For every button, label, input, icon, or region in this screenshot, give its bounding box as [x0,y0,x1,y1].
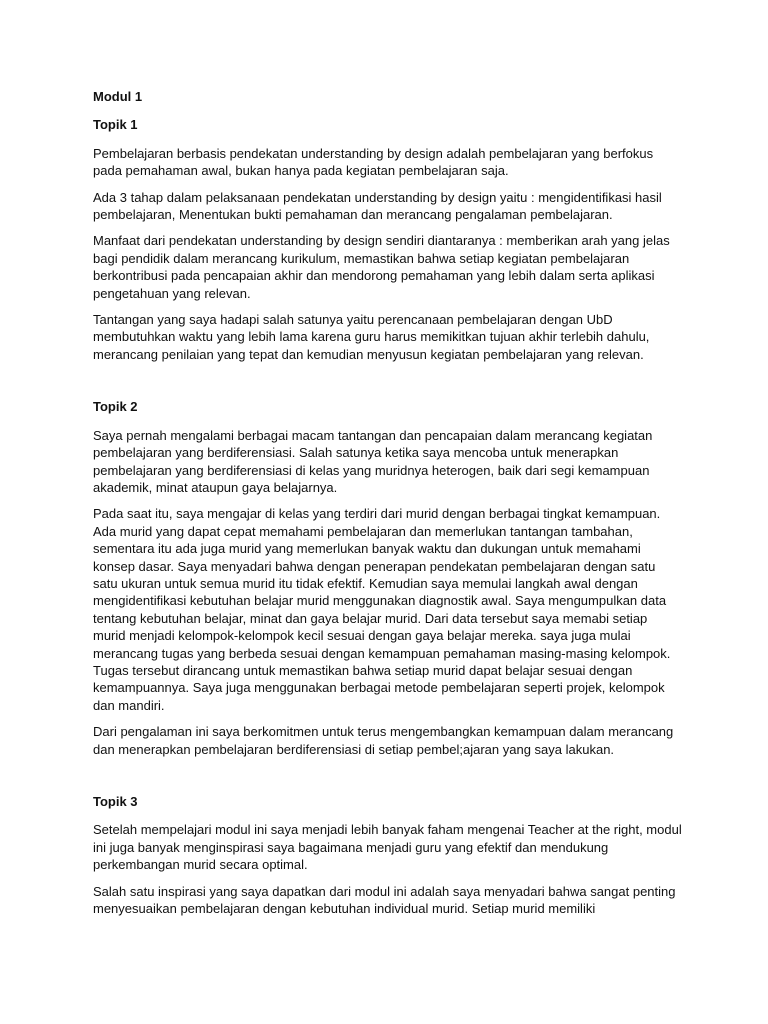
section-title-topik-2: Topik 2 [93,399,138,415]
paragraph: Pada saat itu, saya mengajar di kelas yang terdiri dari murid dengan berbagai tingkat kemampuan. Ada murid yang dapat cepat memahami pembelajaran dan memerlukan tantangan tambahan, sementara itu ada juga murid yang memerlukan banyak waktu dan dukungan untuk memahami konsep dasar. Saya menyadari bahwa dengan penerapan pendekatan pembelajaran dengan satu satu ukuran untuk semua murid itu tidak efektif. Kemudian saya memulai langkah awal dengan mengidentifikasi kebutuhan belajar murid menggunakan diagnostik awal. Saya mengumpulkan data tentang kebutuhan belajar, minat dan gaya belajar murid. Dari data tersebut saya memabi setiap murid menjadi kelompok-kelompok kecil sesuai dengan gaya belajar mereka. saya juga mulai merancang tugas yang berbeda sesuai dengan kemampuan pemahaman masing-masing kelompok. Tugas tersebut dirancang untuk memastikan bahwa setiap murid dapat belajar sesuai dengan kemampuannya. Saya juga menggunakan berbagai metode pembelajaran seperti projek, kelompok dan mandiri. [93,506,671,713]
paragraph: Setelah mempelajari modul ini saya menjadi lebih banyak faham mengenai Teacher at the right, modul ini juga banyak menginspirasi saya bagaimana menjadi guru yang efektif dan mendukung perkembangan murid secara optimal. [93,822,682,873]
section-spacer [93,372,683,398]
paragraph: Saya pernah mengalami berbagai macam tantangan dan pencapaian dalam merancang kegiatan pembelajaran yang berdiferensiasi. Salah satunya ketika saya mencoba untuk menerapkan pembelajaran yang berdiferensiasi di kelas yang muridnya heterogen, baik dari segi kemampuan akademik, minat ataupun gaya belajarnya. [93,427,653,495]
document-page [93,88,683,926]
paragraph: Ada 3 tahap dalam pelaksanaan pendekatan understanding by design yaitu : mengidentifikasi hasil pembelajaran, Menentukan bukti pemahaman dan merancang pengalaman pembelajaran. [93,189,662,223]
section-title-topik-1: Topik 1 [93,117,138,133]
paragraph: Pembelajaran berbasis pendekatan understanding by design adalah pembelajaran yang berfokus pada pemahaman awal, bukan hanya pada kegiatan pembelajaran saja. [93,145,654,179]
section-spacer [93,767,683,793]
paragraph: Salah satu inspirasi yang saya dapatkan dari modul ini adalah saya menyadari bahwa sangat penting menyesuaikan pembelajaran dengan kebutuhan individual murid. Setiap murid memiliki [93,883,676,917]
paragraph: Manfaat dari pendekatan understanding by design sendiri diantaranya : memberikan arah yang jelas bagi pendidik dalam merancang kurikulum, memastikan bahwa setiap kegiatan pembelajaran berkontribusi pada pencapaian akhir dan mendorong pemahaman yang lebih dalam serta aplikasi pengetahuan yang relevan. [93,233,670,301]
paragraph: Tantangan yang saya hadapi salah satunya yaitu perencanaan pembelajaran dengan UbD membutuhkan waktu yang lebih lama karena guru harus memikitkan tujuan akhir terlebih dahulu, merancang penilaian yang tepat dan kemudian menyusun kegiatan pembelajaran yang relevan. [93,312,650,362]
module-title: Modul 1 [93,89,143,104]
section-title-topik-3: Topik 3 [93,794,138,809]
paragraph: Dari pengalaman ini saya berkomitmen untuk terus mengembangkan kemampuan dalam merancang dan menerapkan pembelajaran berdiferensiasi di setiap pembel;ajaran yang saya lakukan. [93,724,674,757]
